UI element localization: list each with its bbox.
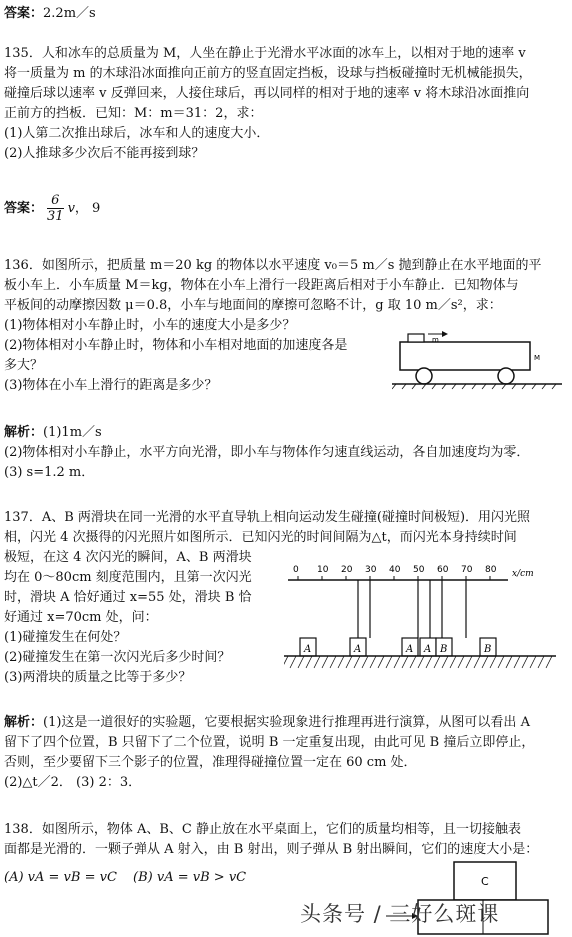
fig-label-m: m [432,336,439,344]
slider-block-label: A [424,644,432,655]
slider-photo-figure [284,560,560,672]
option-b: (B) vA = vB > vC [133,870,247,885]
ruler-tick-label: 40 [389,565,401,575]
watermark: 头条号 / 三好么斑课 [300,902,500,926]
q137-line: (1)碰撞发生在何处？ [4,630,127,645]
q135-line: 正前方的挡板．已知：M：m＝31：2，求： [4,106,263,121]
q135-line: (2)人推球多少次后不能再接到球？ [4,146,205,161]
cart-wheel-left [416,368,432,384]
answer-line-2 [4,192,564,226]
sol136-first-line [4,423,564,443]
ruler-tick-label: 0 [293,565,299,575]
track-hatch [284,656,552,668]
slider-block-label: B [484,644,492,655]
answer-value: 2.2m／s [43,6,96,21]
sol136-text: (1)1m／s [43,425,102,440]
q137-line: 时，滑块 A 恰好通过 x=55 处，滑块 B 恰 [4,590,252,605]
velocity-arrowhead [442,331,448,337]
slider-block-label: B [440,644,448,655]
q136-line: 136．如图所示，把质量 m＝20 kg 的物体以水平速度 v₀＝5 m／s 抛到静止在水平地面的平 [4,258,542,273]
q135-line: (1)人第二次推出球后，冰车和人的速度大小． [4,126,270,141]
option-a: (A) vA = vB = vC [4,870,117,885]
sol136-line: (3) s=1.2 m． [4,465,95,480]
fraction-numerator: 6 [47,193,64,209]
q135-line: 将一质量为 m 的木球沿冰面推向正前方的竖直固定挡板，设球与挡板碰撞时无机械能损失， [4,66,532,81]
slider-block-label: A [406,644,414,655]
q137-line: 极短，在这 4 次闪光的瞬间，A、B 两滑块 [4,550,252,565]
ruler-tick-label: 50 [413,565,425,575]
sol137-text: (1)这是一道很好的实验题，它要根据实验现象进行推理再进行演算，从图可以看出 A [43,715,530,730]
q136-line: (1)物体相对小车静止时，小车的速度大小是多少？ [4,318,296,333]
q138-line: 面都是光滑的．一颗子弹从 A 射入，由 B 射出，则子弹从 B 射出瞬间，它们的速度大小是： [4,842,539,857]
sol137-first-line [4,713,564,733]
ruler-tick-label: 70 [461,565,473,575]
answer-label: 答案： [4,201,44,216]
q137-line: (3)两滑块的质量之比等于多少？ [4,670,192,685]
ruler-tick-label: 10 [317,565,329,575]
q135-line: 135．人和冰车的总质量为 M，人坐在静止于光滑水平冰面的冰车上，以相对于地的速率 v [4,46,526,61]
answer-variable: v [67,201,75,216]
slider-block-label: A [304,644,312,655]
solution-137 [4,713,564,793]
solution-136 [4,423,564,483]
q137-line: 相，闪光 4 次摄得的闪光照片如图所示．已知闪光的时间间隔为△t，而闪光本身持续时间 [4,530,517,545]
fraction-denominator: 31 [47,209,64,224]
ruler-unit: x/cm [512,569,534,579]
ruler-ticks [293,565,497,580]
ruler-tick-label: 30 [365,565,377,575]
cart-body [400,342,530,370]
flash-lines [358,580,466,638]
slider-block-label: A [354,644,362,655]
q136-line: (3)物体在小车上滑行的距离是多少？ [4,378,218,393]
q136-line: 平板间的动摩擦因数 μ＝0.8，小车与地面间的摩擦可忽略不计，g 取 10 m／s²，求： [4,298,502,313]
answer-line-1 [4,4,564,24]
cart-wheel-right [498,368,514,384]
q136-line: 多大？ [4,358,44,373]
question-138 [4,820,564,860]
ruler-tick-label: 60 [437,565,449,575]
q137-line: 均在 0～80cm 刻度范围内，且第一次闪光 [4,570,252,585]
block-c-label: C [481,875,489,888]
sol137-line: (2)△t／2． (3) 2：3． [4,775,142,790]
sol137-line: 留下了四个位置，B 只留下了二个位置，说明 B 一定重复出现，由此可见 B 撞后立即停止， [4,735,535,750]
q137-line: 好通过 x=70cm 处，问： [4,610,158,625]
solution-label: 解析： [4,425,44,440]
slider-blocks [300,638,496,656]
ruler-tick-label: 20 [341,565,353,575]
q136-line: (2)物体相对小车静止时，物体和小车相对地面的加速度各是 [4,338,348,353]
answer-tail: ， 9 [74,201,101,216]
question-135 [4,44,564,164]
solution-label: 解析： [4,715,44,730]
q136-line: 板小车上．小车质量 M＝kg，物体在小车上滑行一段距离后相对于小车静止．已知物体与 [4,278,519,293]
block-on-cart [408,334,424,342]
fig-label-M: M [534,354,541,362]
q137-line: (2)碰撞发生在第一次闪光后多少时间？ [4,650,231,665]
answer-fraction [47,193,64,224]
q138-line: 138．如图所示，物体 A、B、C 静止放在水平桌面上，它们的质量均相等，且一切接触表 [4,822,521,837]
q135-line: 碰撞后球以速率 v 反弹回来，人接住球后，再以同样的相对于地的速率 v 将木球沿冰面推向 [4,86,530,101]
answer-label: 答案： [4,6,44,21]
sol137-line: 否则，至少要留下三个影子的位置，准理得碰撞位置一定在 60 cm 处． [4,755,417,770]
ruler-tick-label: 80 [485,565,497,575]
cart-figure [392,330,562,390]
q137-line: 137．A、B 两滑块在同一光滑的水平直导轨上相向运动发生碰撞(碰撞时间极短)．用闪光照 [4,510,531,525]
sol136-line: (2)物体相对小车静止，水平方向光滑，即小车与物体作匀速直线运动，各自加速度均为零． [4,445,530,460]
